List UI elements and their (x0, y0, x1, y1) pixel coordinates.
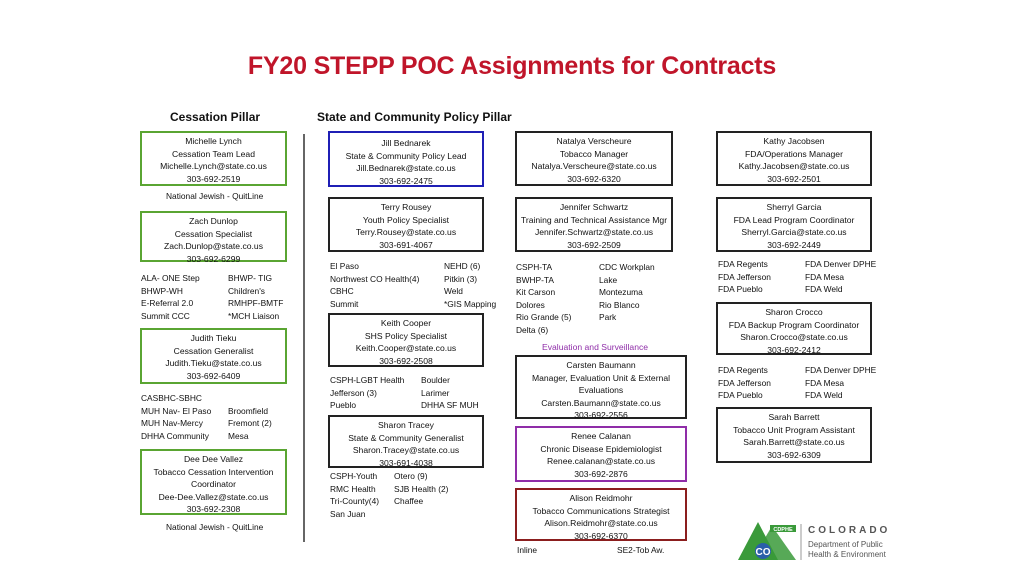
list-item: CBHC (330, 286, 354, 297)
list-item: MUH Nav-Mercy (141, 418, 203, 429)
contact-email[interactable]: Michelle.Lynch@state.co.us (160, 161, 267, 172)
list-item: FDA Denver DPHE (805, 259, 877, 269)
schwartz-contract-list (516, 261, 669, 337)
list-item: Dolores (516, 299, 545, 310)
contact-name: Keith Cooper (380, 318, 432, 328)
list-item: Chaffee (394, 496, 424, 507)
list-item: Rio Grande (5) (516, 312, 572, 323)
contact-role: State & Community Generalist (348, 432, 464, 443)
contact-role: Training and Technical Assistance Mgr (520, 214, 668, 225)
badge-text: CDPHE (773, 527, 793, 533)
contact-card-sherryl-garcia (716, 197, 872, 252)
list-item: Jefferson (3) (330, 387, 377, 398)
list-item: *MCH Liaison (228, 310, 280, 321)
contact-role: Tobacco Manager (559, 148, 629, 159)
contact-name: Sherryl Garcia (766, 202, 822, 212)
contact-phone: 303-692-2475 (379, 175, 433, 186)
list-item: NEHD (6) (444, 261, 481, 271)
list-item: FDA Mesa (805, 271, 845, 282)
list-item: Montezuma (599, 287, 643, 298)
list-item: Larimer (421, 387, 450, 398)
contact-phone: 303-692-6409 (186, 370, 241, 381)
contact-phone: 303-692-2519 (186, 173, 241, 184)
contact-phone: 303-692-6299 (186, 253, 241, 264)
list-item (228, 392, 298, 405)
contact-role: Youth Policy Specialist (362, 214, 450, 225)
contact-card-jill-bednarek (328, 131, 484, 187)
list-item: CDC Workplan (599, 262, 655, 272)
contact-email[interactable]: Jill.Bednarek@state.co.us (356, 163, 456, 174)
list-item: Lake (599, 274, 618, 285)
list-item: Pitkin (3) (444, 273, 478, 284)
crocco-contract-list (718, 364, 877, 402)
contact-phone: 303-692-2556 (574, 410, 628, 421)
contact-name: Alison Reidmohr (569, 493, 633, 503)
contact-name: Renee Calanan (571, 431, 631, 441)
list-item: FDA Pueblo (718, 284, 763, 295)
contact-role: Manager, Evaluation Unit & External (531, 372, 671, 383)
contact-name: Zach Dunlop (189, 216, 238, 226)
page-title: FY20 STEPP POC Assignments for Contracts (247, 52, 777, 80)
contact-card-sharon-tracey (328, 415, 484, 468)
list-item: FDA Mesa (805, 377, 845, 388)
contact-name: Sharon Tracey (378, 420, 434, 430)
contact-email[interactable]: Carsten.Baumann@state.co.us (541, 397, 661, 408)
list-item: Weld (444, 286, 463, 297)
dunlop-contract-list (141, 272, 298, 322)
contact-card-judith-tieku (140, 328, 287, 384)
contact-phone: 303-692-2509 (567, 239, 621, 250)
list-item: FDA Pueblo (718, 390, 763, 401)
contact-name: Terry Rousey (380, 202, 432, 212)
contact-role: Tobacco Cessation Intervention (153, 466, 274, 477)
list-item: Fremont (2) (228, 418, 272, 429)
contact-card-terry-rousey (328, 197, 484, 252)
contact-phone: 303-692-6309 (767, 449, 821, 460)
contact-name: Sharon Crocco (765, 307, 823, 317)
contact-role: SHS Policy Specialist (364, 330, 448, 341)
list-item: Broomfield (228, 405, 269, 416)
logo-dept-line2: Health & Environment (808, 550, 886, 559)
list-item: MUH Nav- El Paso (141, 405, 212, 416)
list-item: FDA Jefferson (718, 271, 771, 282)
list-item: FDA Regents (718, 365, 768, 375)
list-item: Summit CCC (141, 310, 190, 321)
contact-name: Natalya Verscheure (556, 136, 632, 146)
contact-email[interactable]: Sherryl.Garcia@state.co.us (741, 227, 847, 238)
tieku-contract-list (141, 392, 298, 442)
quitline-label: National Jewish - QuitLine (166, 522, 264, 532)
list-item: Kit Carson (516, 287, 556, 298)
list-item: DHHA SF MUH (421, 400, 479, 411)
contact-role: Tobacco Unit Program Assistant (733, 424, 855, 435)
list-item: BHWP- TIG (228, 273, 273, 283)
contact-card-sarah-barrett (716, 407, 872, 463)
contact-role: Cessation Team Lead (172, 148, 255, 159)
list-item: RMHPF-BMTF (228, 298, 284, 309)
contact-name: Kathy Jacobsen (763, 136, 825, 146)
list-item: E-Referral 2.0 (141, 298, 194, 309)
contact-phone: 303-691-4067 (379, 239, 433, 250)
contact-role: FDA/Operations Manager (745, 148, 843, 159)
contact-name: Dee Dee Vallez (183, 454, 244, 464)
cessation-pillar-header: Cessation Pillar (170, 110, 261, 124)
contact-phone: 303-692-2449 (767, 239, 821, 250)
contact-name: Jill Bednarek (381, 138, 431, 148)
list-item: BHWP-WH (141, 285, 183, 296)
contact-email[interactable]: Terry.Rousey@state.co.us (355, 227, 457, 238)
list-item: Park (599, 312, 617, 323)
contact-role: FDA Backup Program Coordinator (728, 319, 860, 330)
list-item: Children's (228, 285, 265, 296)
contact-card-michelle-lynch (140, 131, 287, 186)
contact-phone: 303-692-2876 (574, 468, 628, 479)
list-item: Northwest CO Health(4) (330, 273, 420, 284)
contact-phone: 303-691-4038 (379, 457, 433, 468)
contact-card-kathy-jacobsen (716, 131, 872, 186)
contact-email[interactable]: Jennifer.Schwartz@state.co.us (534, 227, 654, 238)
list-item: FDA Regents (718, 259, 768, 269)
contact-name: Judith Tieku (190, 333, 237, 343)
rousey-contract-list (330, 260, 497, 310)
contact-card-alison-reidmohr (515, 488, 687, 541)
list-item: Tri-County(4) (330, 496, 380, 507)
contact-role: Tobacco Communications Strategist (532, 505, 670, 516)
contact-role: FDA Lead Program Coordinator (733, 214, 855, 225)
contact-role: State & Community Policy Lead (345, 150, 467, 161)
contact-card-dee-dee-vallez (140, 449, 287, 515)
contact-phone: 303-692-2501 (767, 173, 821, 184)
list-item: Mesa (228, 430, 249, 441)
tracey-contract-list (330, 470, 474, 520)
logo-mark-text: CO (755, 547, 771, 558)
contact-email[interactable]: Zach.Dunlop@state.co.us (163, 241, 263, 252)
contact-role: Evaluations (578, 385, 624, 396)
contact-email[interactable]: Sharon.Tracey@state.co.us (352, 445, 460, 456)
list-item: FDA Weld (805, 390, 843, 401)
list-item (599, 324, 669, 337)
contact-role: Cessation Generalist (173, 345, 254, 356)
contact-card-carsten-baumann (515, 355, 687, 419)
contact-phone: 303-692-2508 (379, 355, 433, 366)
contact-email[interactable]: Sharon.Crocco@state.co.us (740, 332, 848, 343)
garcia-contract-list (718, 258, 877, 296)
contact-role: Chronic Disease Epidemiologist (540, 443, 662, 454)
list-item: RMC Health (330, 483, 376, 494)
list-item (394, 508, 474, 521)
list-item: Otero (9) (394, 471, 428, 481)
contact-card-renee-calanan (515, 426, 687, 482)
contact-role: Coordinator (191, 479, 236, 490)
list-item: DHHA Community (141, 430, 209, 441)
list-item: SJB Health (2) (394, 483, 449, 494)
contact-email[interactable]: Keith.Cooper@state.co.us (355, 343, 457, 354)
list-item: Delta (6) (516, 324, 549, 335)
list-item: Summit (330, 298, 359, 309)
contact-phone: 303-692-6370 (574, 530, 628, 541)
list-item: CSPH-LGBT Health (330, 375, 405, 385)
contact-card-zach-dunlop (140, 211, 287, 262)
quitline-label: National Jewish - QuitLine (166, 191, 264, 201)
list-item: FDA Denver DPHE (805, 365, 877, 375)
contact-role: Cessation Specialist (174, 228, 253, 239)
list-item: San Juan (330, 508, 366, 519)
contact-phone: 303-692-6320 (567, 173, 621, 184)
list-item: Pueblo (330, 400, 357, 411)
contact-email[interactable]: Alison.Reidmohr@state.co.us (544, 518, 658, 529)
list-item: CSPH-TA (516, 262, 553, 272)
list-item: FDA Weld (805, 284, 843, 295)
logo-dept-line1: Department of Public (808, 540, 883, 549)
footer-left-label: Inline (517, 545, 538, 555)
list-item: *GIS Mapping (444, 298, 497, 309)
contact-phone: 303-692-2308 (186, 504, 241, 515)
state-community-pillar-header: State and Community Policy Pillar (317, 110, 512, 124)
contact-card-keith-cooper (328, 313, 484, 367)
contact-card-jennifer-schwartz (515, 197, 673, 252)
list-item: El Paso (330, 261, 359, 271)
list-item: CASBHC-SBHC (141, 393, 202, 403)
cooper-contract-list (330, 374, 491, 412)
list-item: BWHP-TA (516, 274, 554, 285)
list-item: CSPH-Youth (330, 471, 378, 481)
contact-email[interactable]: Dee-Dee.Vallez@state.co.us (158, 491, 269, 502)
column-divider (303, 134, 305, 542)
contact-name: Jennifer Schwartz (559, 202, 629, 212)
contact-email[interactable]: Kathy.Jacobsen@state.co.us (738, 161, 850, 172)
list-item: Rio Blanco (599, 299, 640, 310)
contact-name: Sarah Barrett (768, 412, 820, 422)
contact-name: Michelle Lynch (185, 136, 242, 146)
contact-email[interactable]: Judith.Tieku@state.co.us (165, 358, 262, 369)
list-item: ALA- ONE Step (141, 273, 200, 283)
contact-name: Carsten Baumann (566, 360, 636, 370)
colorado-logo-mark (738, 520, 908, 564)
logo-state-text: COLORADO (808, 525, 891, 536)
footer-right-label: SE2-Tob Aw. (617, 545, 665, 555)
contact-phone: 303-692-2412 (767, 344, 821, 355)
list-item: FDA Jefferson (718, 377, 771, 388)
contact-email[interactable]: Sarah.Barrett@state.co.us (743, 437, 845, 448)
contact-email[interactable]: Natalya.Verscheure@state.co.us (531, 161, 657, 172)
list-item: Boulder (421, 375, 450, 385)
contact-email[interactable]: Renee.calanan@state.co.us (546, 456, 656, 467)
cdphe-logo (738, 520, 908, 564)
contact-card-natalya-verscheure (515, 131, 673, 186)
evaluation-section-header: Evaluation and Surveillance (542, 342, 649, 352)
contact-card-sharon-crocco (716, 302, 872, 355)
